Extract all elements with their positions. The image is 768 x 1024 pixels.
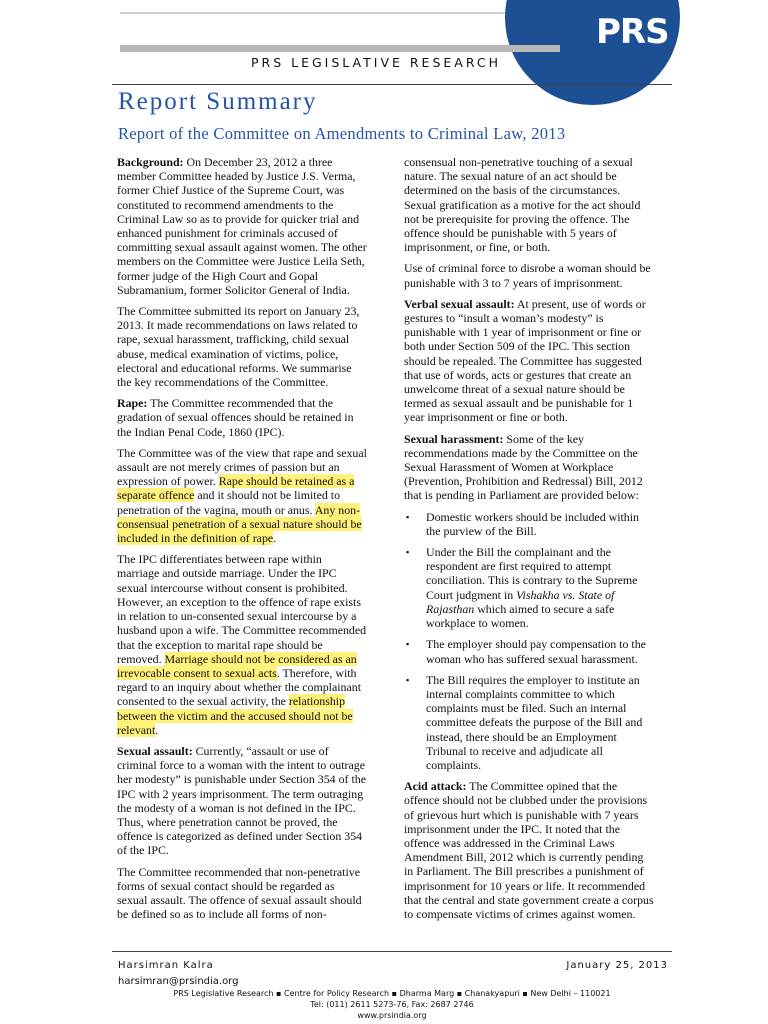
text-run: . xyxy=(155,722,159,737)
rape-text: The Committee recommended that the gradation of sexual offences should be retained in the Indian Penal Code, 1860 (IPC). xyxy=(117,396,354,439)
list-item-text: which aimed to secure a safe workplace to women. xyxy=(426,601,615,631)
footer-website[interactable]: www.prsindia.org xyxy=(357,1011,427,1020)
sexual-harassment-label: Sexual harassment: xyxy=(404,431,504,446)
sexual-harassment-paragraph xyxy=(404,432,654,503)
case-citation: Vishakha vs. State of Rajasthan xyxy=(426,587,615,616)
page-subtitle: Report of the Committee on Amendments to Criminal Law, 2013 xyxy=(118,124,566,143)
header-grey-bar xyxy=(120,45,560,52)
sexual-assault-label: Sexual assault: xyxy=(117,743,193,758)
highlight-relationship: relationship between the victim and the accused should not be relevant xyxy=(117,694,353,737)
rape-definition-paragraph xyxy=(117,446,367,545)
list-item-text: Domestic workers should be included within the purview of the Bill. xyxy=(426,509,640,538)
background-paragraph xyxy=(117,155,367,297)
verbal-assault-label: Verbal sexual assault: xyxy=(404,296,515,311)
text-run: . xyxy=(273,531,277,546)
list-item xyxy=(404,637,654,665)
highlight-non-consensual: Any non-consensual penetration of a sexual nature should be included in the definition of rape xyxy=(117,502,362,546)
list-item-text: The Bill requires the employer to institute an internal complaints committee to which complaints must be filed. Such an internal committee defeats the purpose of the Bill and instead, there should be an Employment Tribunal to receive and adjudicate all complaints. xyxy=(426,672,643,772)
highlight-marriage-consent: Marriage should not be considered as an irrevocable consent to sexual acts xyxy=(117,651,357,680)
bullet-icon: ▪ xyxy=(406,639,410,650)
continued-paragraph: consensual non-penetrative touching of a sexual nature. The sexual nature of an act should be determined on the basis of the circumstances. Sexual gratification as a motive for the act should not be prerequisite for proving the offence. The offence should be punishable with 5 years of imprisonment, or fine, or both. xyxy=(404,155,641,255)
sexual-assault-text: Currently, “assault or use of criminal force to a woman with the intent to outrage her modesty” is punishable under Section 354 of the IPC with 2 years imprisonment. The term outraging the modesty of a woman is not defined in the IPC. Thus, where penetration cannot be proved, the offence is categorized as defined under Section 354 of the IPC. xyxy=(117,743,366,858)
right-column xyxy=(404,155,654,928)
org-name: PRS LEGISLATIVE RESEARCH xyxy=(251,55,507,70)
bullet-icon: ▪ xyxy=(406,547,410,558)
report-submission-paragraph: The Committee submitted its report on January 23, 2013. It made recommendations on laws related to rape, sexual harassment, trafficking, child sexual abuse, medical examination of victims, police, electoral and educational reforms. We summarise the key recommendations of the Committee. xyxy=(117,304,360,390)
footer-divider xyxy=(112,951,672,952)
author-email[interactable]: harsimran@prsindia.org xyxy=(118,976,239,987)
non-penetrative-paragraph: The Committee recommended that non-penetrative forms of sexual contact should be regarded as sexual assault. The offence of sexual assault should be defined so as to include all forms of non- xyxy=(117,864,362,922)
list-item xyxy=(404,673,654,772)
rape-paragraph xyxy=(117,396,367,439)
footer-address: PRS Legislative Research ▪ Centre for Policy Research ▪ Dharma Marg ▪ Chanakyapuri ▪ New Delhi – 110021 xyxy=(173,989,611,998)
verbal-assault-text: At present, use of words or gestures to “insult a woman’s modesty” is punishable with 1 year of imprisonment or fine or both under Section 509 of the IPC. This section should be repealed. The Committee has suggested that use of words, acts or gestures that create an unwelcome threat of a sexual nature should be termed as sexual assault and be punishable for 1 year imprisonment or fine or both. xyxy=(404,296,646,425)
footer-phone: Tel: (011) 2611 5273-76, Fax: 2687 2746 xyxy=(310,1000,474,1009)
list-item-text: Under the Bill the complainant and the respondent are first required to attempt conciliation. This is contrary to the Supreme Court judgment in xyxy=(426,545,638,602)
list-item xyxy=(404,545,654,630)
left-column xyxy=(117,155,367,928)
acid-attack-label: Acid attack: xyxy=(404,779,467,794)
list-item-text: The employer should pay compensation to the woman who has suffered sexual harassment. xyxy=(426,637,646,666)
text-run: The IPC differentiates between rape within marriage and outside marriage. Under the IPC sexual intercourse without consent is prohibited. However, an exception to the offence of rape exists in relation to un-consented sexual intercourse by a husband upon a wife. The Committee recommended that the exception to marital rape should be removed. xyxy=(117,552,367,666)
page-title: Report Summary xyxy=(118,88,318,115)
verbal-assault-paragraph xyxy=(404,297,654,425)
prs-logo-text: PRS xyxy=(596,12,669,52)
acid-attack-text: The Committee opined that the offence should not be clubbed under the provisions of grievous hurt which is punishable with 7 years imprisonment under the IPC. It noted that the offence was addressed in the Criminal Laws Amendment Bill, 2012 which is currently pending in Parliament. The Bill prescribes a punishment of imprisonment for 10 years or life. It recommended that the central and state government create a corpus to compensate victims of crimes against women. xyxy=(404,779,654,921)
acid-attack-paragraph xyxy=(404,779,654,921)
author-name: Harsimran Kalra xyxy=(118,960,214,971)
sexual-assault-paragraph xyxy=(117,744,367,858)
bullet-icon: ▪ xyxy=(406,674,410,685)
sexual-harassment-text: Some of the key recommendations made by the Committee on the Sexual Harassment of Women at Workplace (Prevention, Prohibition and Redressal) Bill, 2012 that is pending in Parliament are provided below: xyxy=(404,431,643,503)
background-label: Background: xyxy=(117,155,184,169)
bullet-icon: ▪ xyxy=(406,511,410,522)
disrobe-paragraph: Use of criminal force to disrobe a woman should be punishable with 3 to 7 years of imprisonment. xyxy=(404,261,651,290)
marital-rape-paragraph xyxy=(117,552,367,737)
report-date: January 25, 2013 xyxy=(566,960,668,971)
list-item xyxy=(404,510,654,538)
text-run: and it should not be limited to penetration of the vagina, mouth or anus. xyxy=(117,488,341,517)
header-divider xyxy=(112,84,672,85)
highlight-separate-offence: Rape should be retained as a separate offence xyxy=(117,474,355,503)
text-run: The Committee was of the view that rape and sexual assault are not merely crimes of passion but an expression of power. xyxy=(117,445,367,489)
text-run: . Therefore, with regard to an inquiry about whether the complainant consented to the sexual activity, the xyxy=(117,665,362,709)
rape-label: Rape: xyxy=(117,396,148,411)
background-text: On December 23, 2012 a three member Committee headed by Justice J.S. Verma, former Chief Justice of the Supreme Court, was constituted to recommend amendments to the Criminal Law so as to provide for quicker trial and enhanced punishment for criminals accused of committing sexual assault against women. The other members on the Committee were Justice Leila Seth, former judge of the High Court and Gopal Subramanium, former Solicitor General of India. xyxy=(117,155,367,297)
